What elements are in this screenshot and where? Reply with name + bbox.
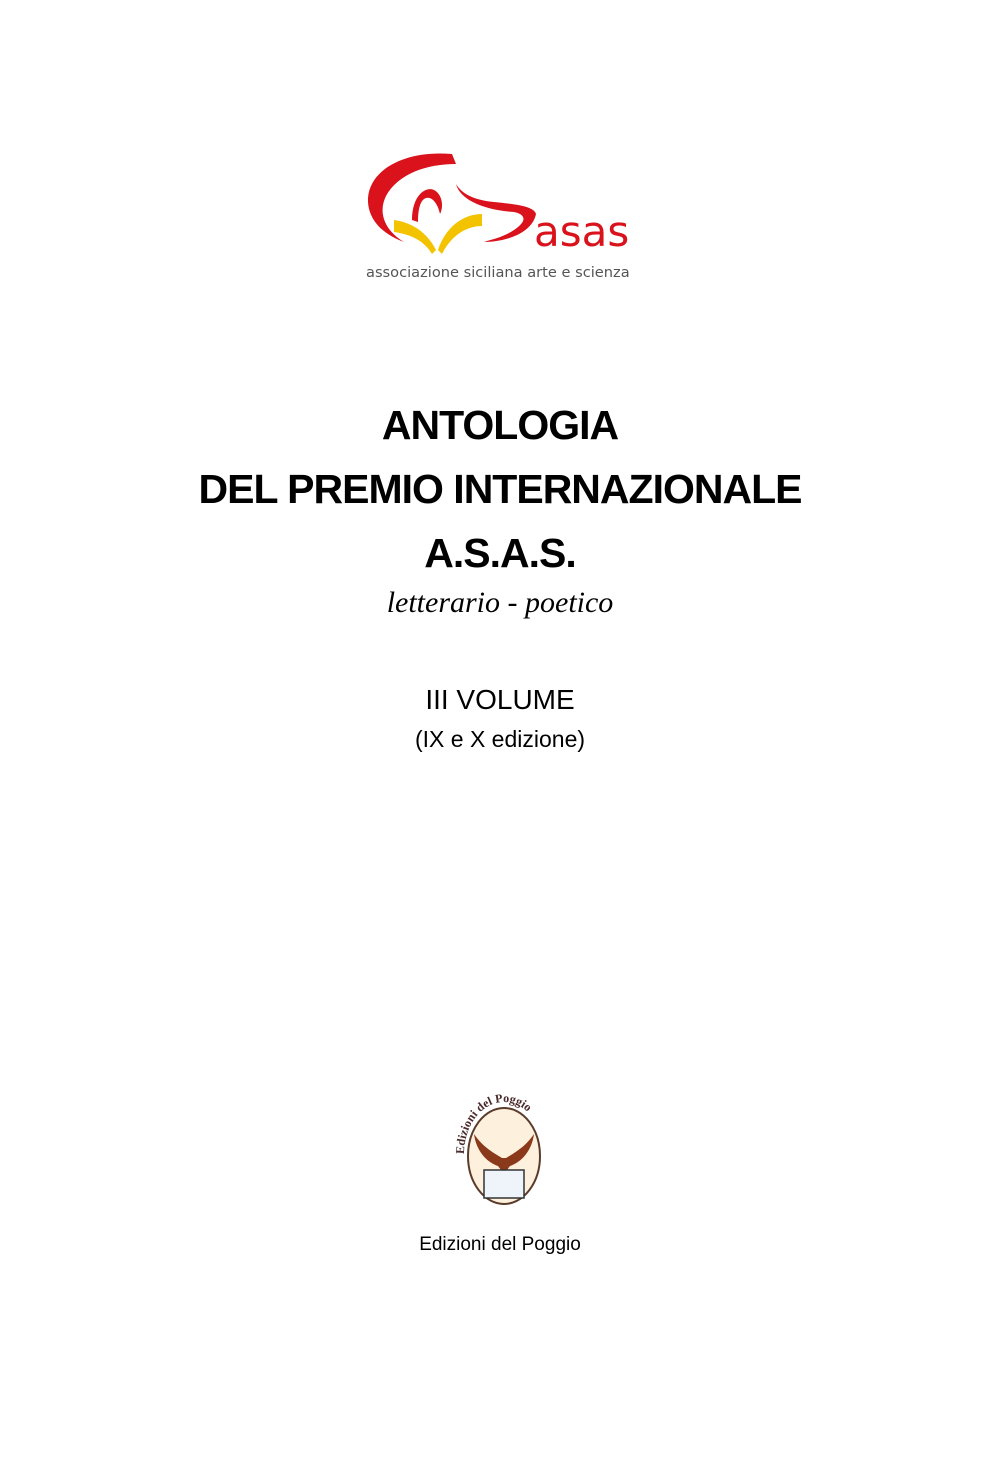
logo-red-wing (456, 184, 536, 242)
title-line-1: ANTOLOGIA (381, 402, 619, 448)
publisher-logo-text: Edizioni del Poggio (452, 1090, 535, 1155)
logo-red-arch (412, 189, 442, 222)
title-line-2: DEL PREMIO INTERNAZIONALE (198, 466, 802, 512)
book-icon (484, 1170, 524, 1198)
publisher-name: Edizioni del Poggio (419, 1234, 581, 1255)
logo-tagline: associazione siciliana arte e scienza (366, 264, 630, 281)
title-line-3: A.S.A.S. (424, 530, 576, 576)
logo-wordmark: asas (534, 207, 630, 256)
volume-label: III VOLUME (425, 684, 575, 715)
asas-logo (364, 150, 646, 285)
logo-book-left (394, 220, 436, 254)
edition-label: (IX e X edizione) (414, 726, 586, 752)
logo-book-right (438, 214, 482, 254)
subtitle: letterario - poetico (386, 586, 614, 619)
publisher-logo (452, 1088, 556, 1208)
